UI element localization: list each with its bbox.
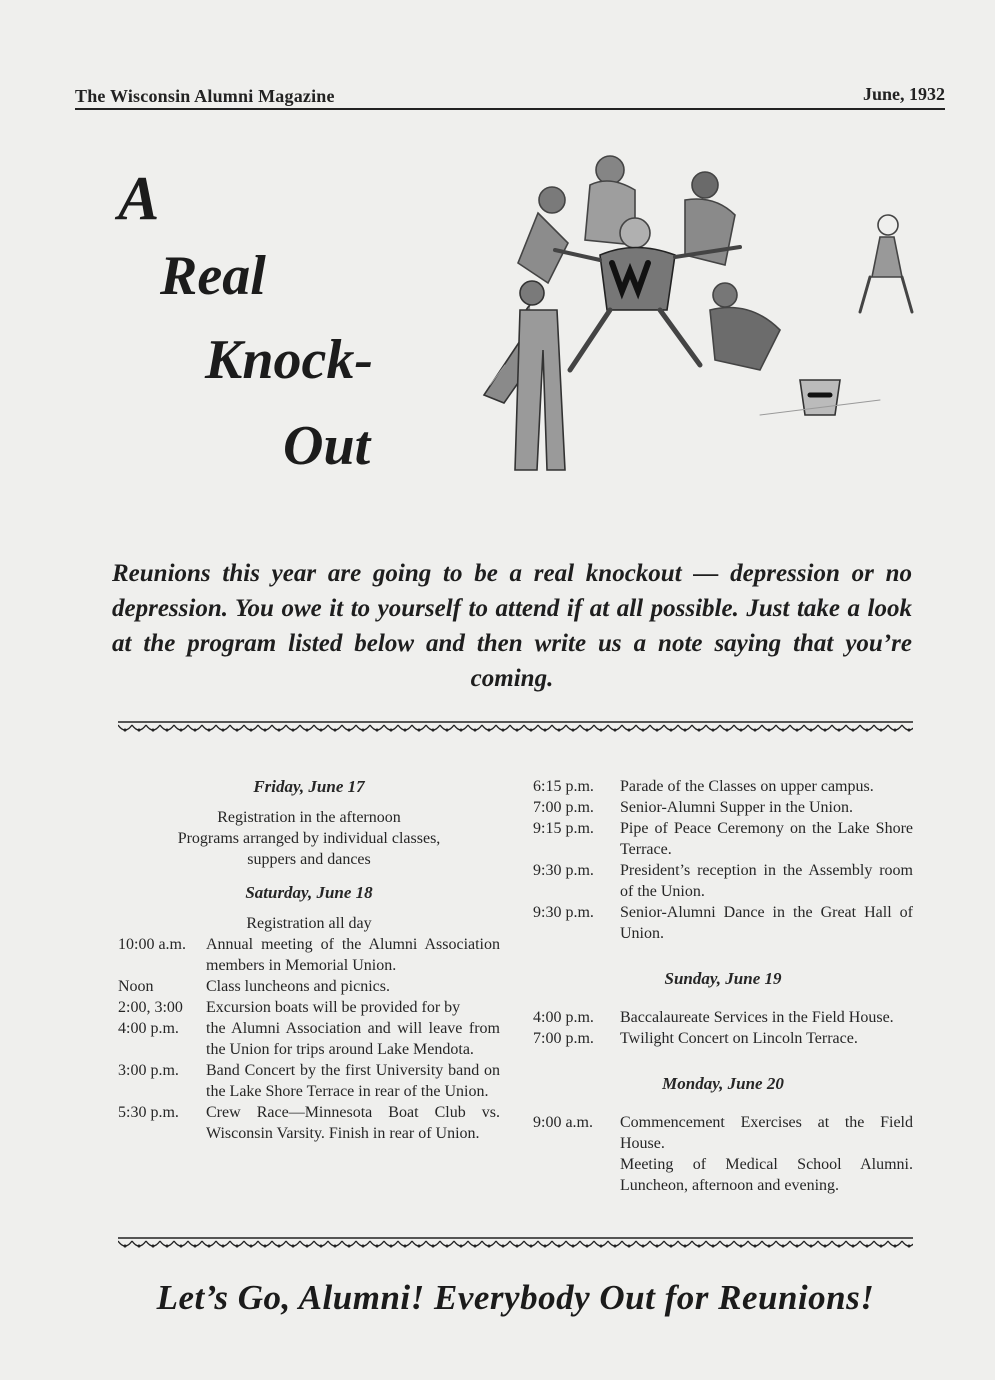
program-item (533, 1112, 913, 1154)
program-desc: Excursion boats will be provided for by (206, 999, 461, 1016)
program-time: 9:30 p.m. (533, 862, 594, 879)
program-time: 6:15 p.m. (533, 778, 594, 795)
program-desc: Meeting of Medical School Alumni. Luncheon, afternoon and evening. (620, 1156, 913, 1194)
program-item (533, 818, 913, 860)
program-desc: Class luncheons and picnics. (206, 978, 390, 995)
magazine-name: The Wisconsin Alumni Magazine (75, 86, 335, 106)
saturday-intro: Registration all day (246, 915, 372, 932)
day-heading-friday: Friday, June 17 (253, 777, 365, 796)
footer-slogan: Let’s Go, Alumni! Everybody Out for Reunions! (156, 1278, 875, 1317)
program-desc: Commencement Exercises at the Field House. (620, 1114, 913, 1152)
program-time: 7:00 p.m. (533, 1030, 594, 1047)
program-item (533, 860, 913, 902)
program-item (533, 1028, 913, 1049)
boxing-cartoon-illustration (440, 145, 940, 490)
issue-date: June, 1932 (862, 84, 945, 104)
program-time: 7:00 p.m. (533, 799, 594, 816)
program-left-column (118, 776, 500, 1144)
friday-line: Registration in the afternoon (217, 809, 401, 826)
program-desc: Twilight Concert on Lincoln Terrace. (620, 1030, 858, 1047)
program-desc: Crew Race—Minnesota Boat Club vs. Wisconsin Varsity. Finish in rear of Union. (206, 1104, 500, 1142)
intro-paragraph: Reunions this year are going to be a real knockout — depression or no depression. You owe it to yourself to attend if at all possible. Just take a look at the program listed below and then write us a note saying that you’re coming. (112, 560, 912, 692)
title-line-1: A (118, 165, 160, 233)
program-item (533, 797, 913, 818)
program-desc: the Alumni Association and will leave from the Union for trips around Lake Mendota. (206, 1020, 500, 1058)
program-desc: Senior-Alumni Supper in the Union. (620, 799, 853, 816)
title-line-4: Out (283, 415, 371, 477)
program-time (533, 1154, 620, 1196)
program-desc: Senior-Alumni Dance in the Great Hall of Union. (620, 904, 913, 942)
day-heading-sunday: Sunday, June 19 (664, 969, 782, 988)
program-time: 4:00 p.m. (533, 1009, 594, 1026)
program-item (533, 776, 913, 797)
program-item (118, 1060, 500, 1102)
program-time: 4:00 p.m. (118, 1020, 179, 1037)
program-right-column (533, 776, 913, 1196)
program-item (118, 976, 500, 997)
program-time: 5:30 p.m. (118, 1104, 179, 1121)
header-rule (75, 108, 945, 110)
title-line-3: Knock- (205, 329, 373, 391)
friday-line: suppers and dances (247, 851, 371, 868)
program-time: 9:30 p.m. (533, 904, 594, 921)
day-heading-monday: Monday, June 20 (662, 1074, 784, 1093)
program-item (533, 1007, 913, 1028)
program-item (118, 1102, 500, 1144)
program-time: 9:15 p.m. (533, 820, 594, 837)
day-heading-saturday: Saturday, June 18 (245, 883, 373, 902)
program-time: 9:00 a.m. (533, 1114, 593, 1131)
program-desc: Pipe of Peace Ceremony on the Lake Shore Terrace. (620, 820, 913, 858)
program-time: Noon (118, 978, 154, 995)
friday-line: Programs arranged by individual classes, (177, 830, 441, 847)
program-desc: President’s reception in the Assembly room of the Union. (620, 862, 913, 900)
program-time: 2:00, 3:00 (118, 999, 183, 1016)
program-desc: Baccalaureate Services in the Field House. (620, 1009, 894, 1026)
program-desc: Annual meeting of the Alumni Association members in Memorial Union. (206, 936, 500, 974)
program-item (533, 1154, 913, 1196)
decorative-border-bottom (118, 1236, 913, 1256)
decorative-border-top (118, 720, 913, 740)
program-item (118, 997, 500, 1018)
program-time: 3:00 p.m. (118, 1062, 179, 1079)
program-item (533, 902, 913, 944)
program-item (118, 934, 500, 976)
program-item (118, 1018, 500, 1060)
program-time: 10:00 a.m. (118, 936, 186, 953)
program-desc: Parade of the Classes on upper campus. (620, 778, 874, 795)
title-line-2: Real (160, 245, 266, 307)
program-desc: Band Concert by the first University band on the Lake Shore Terrace in rear of the Union. (206, 1062, 500, 1100)
